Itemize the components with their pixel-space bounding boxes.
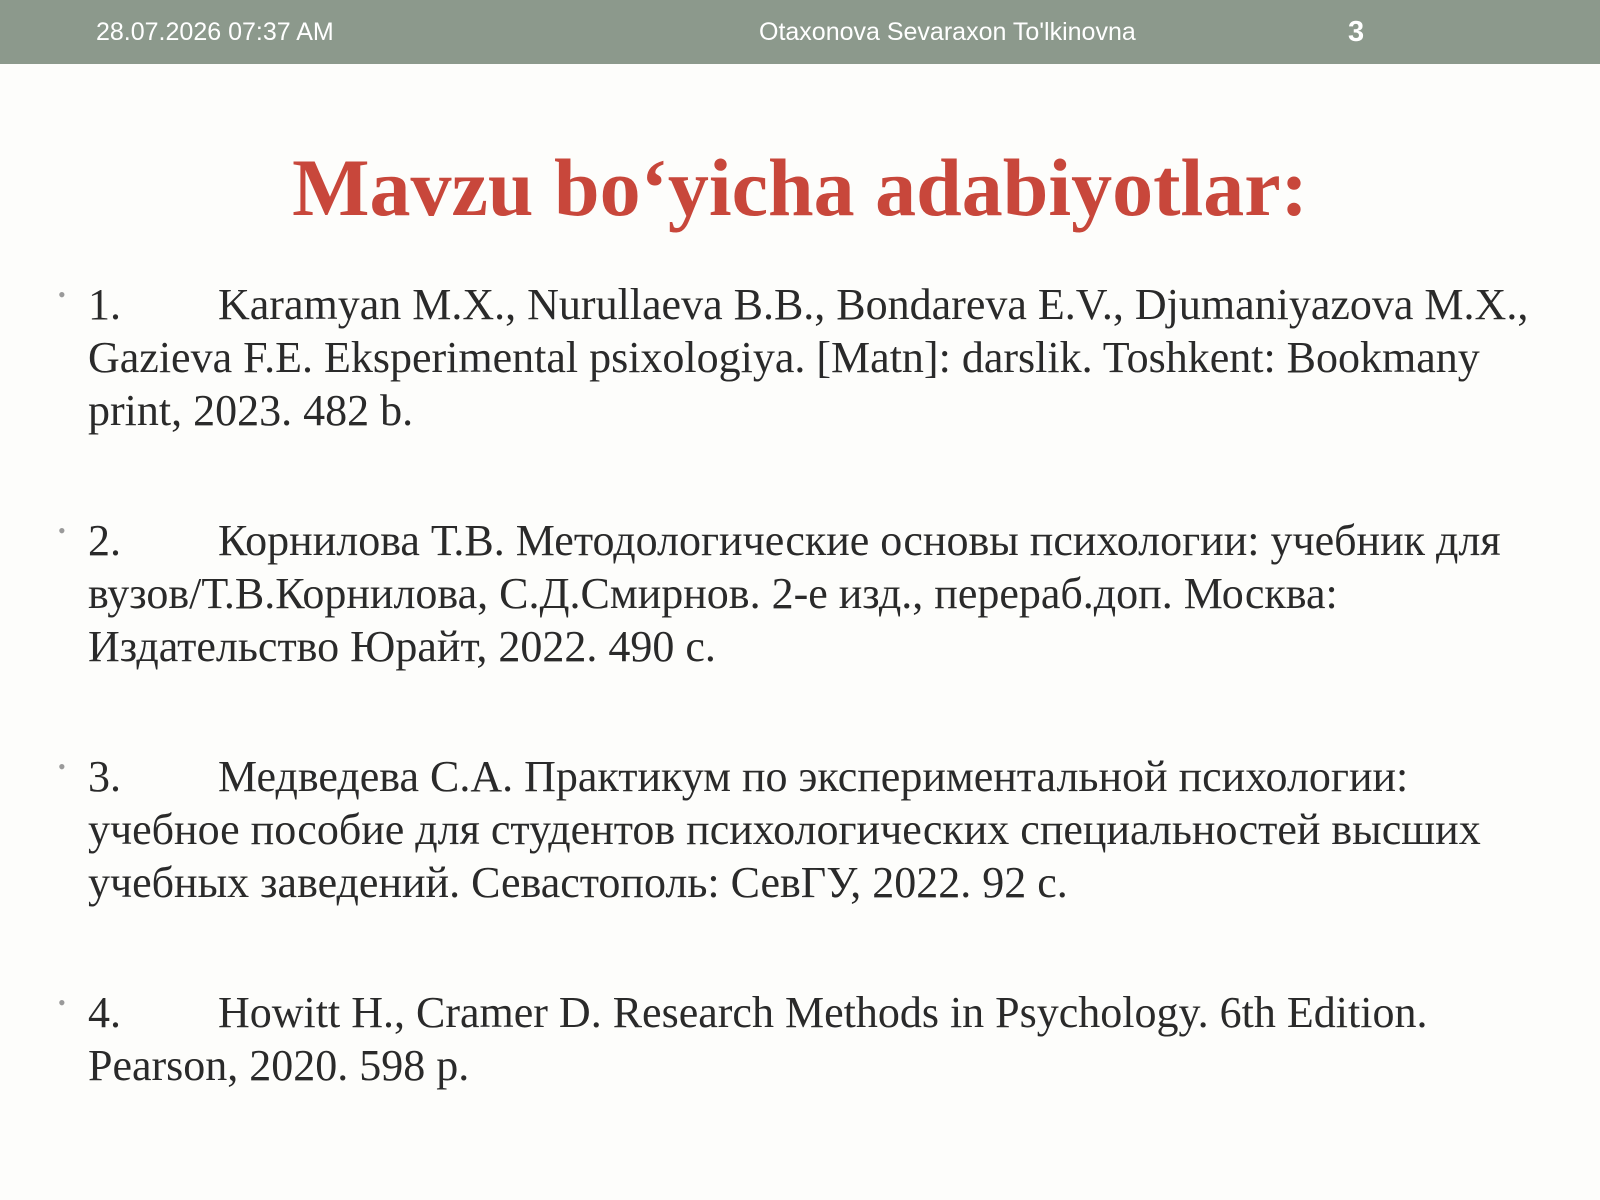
bullet-icon: •	[58, 990, 66, 1015]
header-datetime: 28.07.2026 07:37 AM	[96, 18, 334, 46]
reference-number: 4.	[88, 988, 121, 1037]
reference-text: Медведева С.А. Практикум по экспериментальной психологии: учебное пособие для студентов психологических специальностей высших учебных заведений. Севастополь: СевГУ, 2022. 92 с.	[88, 752, 1481, 907]
bullet-icon: •	[58, 282, 66, 307]
reference-text: Karamyan M.X., Nurullaeva B.B., Bondareva E.V., Djumaniyazova M.X., Gazieva F.E. Eksperimental psixologiya. [Matn]: darslik. Toshkent: Bookmany print, 2023. 482 b.	[88, 280, 1529, 435]
reference-text: Корнилова Т.В. Методологические основы психологии: учебник для вузов/Т.В.Корнилова, С.Д.Смирнов. 2-е изд., перераб.доп. Москва: Издательство Юрайт, 2022. 490 с.	[88, 516, 1501, 671]
bullet-icon: •	[58, 518, 66, 543]
header-page-number: 3	[1348, 16, 1365, 48]
reference-number: 2.	[88, 516, 121, 565]
reference-number: 1.	[88, 280, 121, 329]
reference-text: Howitt H., Cramer D. Research Methods in Psychology. 6th Edition. Pearson, 2020. 598 p.	[88, 988, 1428, 1090]
reference-item	[58, 750, 1564, 909]
slide-title: Mavzu bo‘yicha adabiyotlar:	[292, 142, 1308, 233]
reference-number: 3.	[88, 752, 121, 801]
reference-item	[58, 986, 1564, 1092]
reference-item	[58, 514, 1564, 673]
bullet-icon: •	[58, 754, 66, 779]
header-author: Otaxonova Sevaraxon To'lkinovna	[759, 18, 1136, 46]
reference-item	[58, 278, 1564, 437]
